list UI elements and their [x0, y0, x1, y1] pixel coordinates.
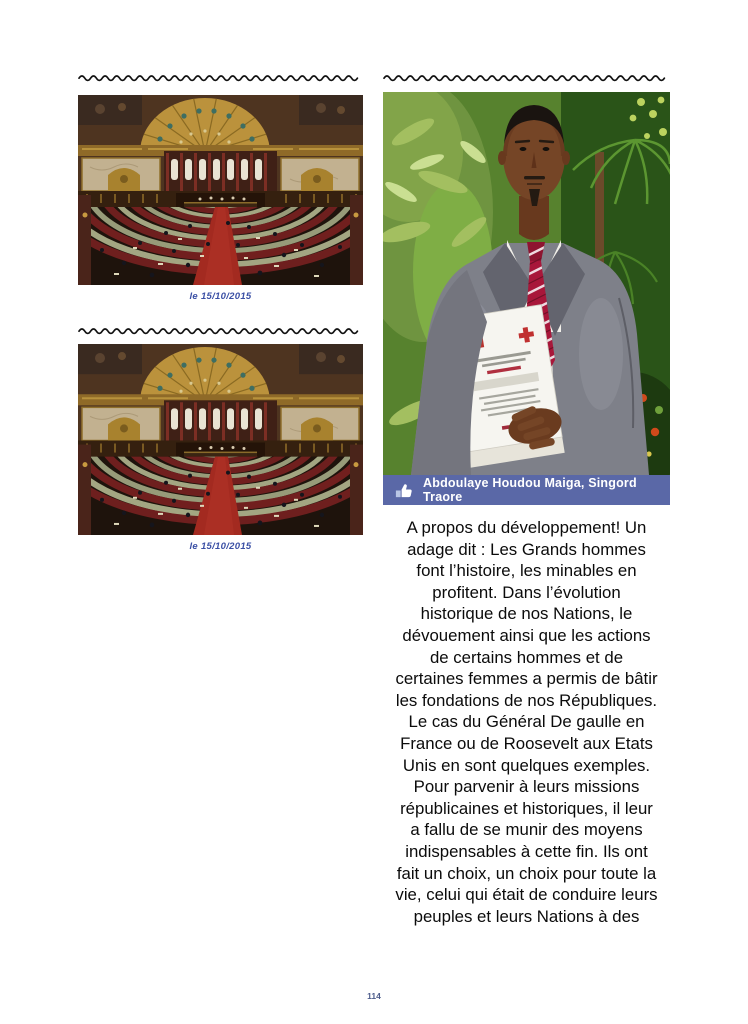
paragraph-line: A propos du développement! Un — [406, 518, 647, 537]
article-paragraph — [383, 517, 670, 927]
wavy-divider — [78, 326, 363, 336]
senate-chamber-photo-2 — [78, 344, 363, 535]
photo-date-caption-2: le 15/10/2015 — [189, 541, 252, 552]
paragraph-line: profitent. Dans l’évolution — [432, 582, 621, 602]
paragraph-line: Unis en sont quelques exemples. — [402, 755, 651, 775]
paragraph-line: de certains hommes et de — [429, 647, 624, 667]
photo-date-caption-1: le 15/10/2015 — [189, 291, 252, 302]
paragraph-line: dévouement ainsi que les actions — [402, 625, 651, 645]
page-number: 114 — [367, 991, 381, 1001]
paragraph-line: vie, celui qui était de conduire leurs — [395, 885, 658, 905]
paragraph-line: peuples et leurs Nations à des — [413, 906, 640, 926]
thumbs-up-icon — [394, 481, 413, 500]
paragraph-line: républicaines et historiques, il leur — [400, 798, 653, 818]
paragraph-line: font l’histoire, les minables en — [416, 561, 637, 581]
senate-chamber-photo-1 — [78, 95, 363, 285]
paragraph-line: France ou de Roosevelt aux Etats — [400, 733, 653, 753]
author-like-bar — [383, 475, 670, 505]
paragraph-line: les fondations de nos Républiques. — [395, 690, 658, 710]
paragraph-line: fait un choix, un choix pour toute la — [396, 863, 657, 883]
paragraph-line: adage dit : Les Grands hommes — [407, 539, 646, 559]
wavy-divider — [383, 73, 670, 83]
paragraph-line: a fallu de se munir des moyens — [410, 820, 643, 840]
paragraph-line: Pour parvenir à leurs missions — [413, 777, 640, 797]
wavy-divider — [78, 73, 363, 83]
paragraph-line: certaines femmes a permis de bâtir — [395, 669, 658, 689]
portrait-photo — [383, 92, 670, 475]
author-name: Abdoulaye Houdou Maiga, Singord Traore — [423, 476, 637, 504]
paragraph-line: indispensables à cette fin. Ils ont — [405, 841, 648, 861]
paragraph-line: Le cas du Général De gaulle en — [408, 712, 645, 732]
paragraph-line: historique de nos Nations, le — [420, 604, 633, 624]
